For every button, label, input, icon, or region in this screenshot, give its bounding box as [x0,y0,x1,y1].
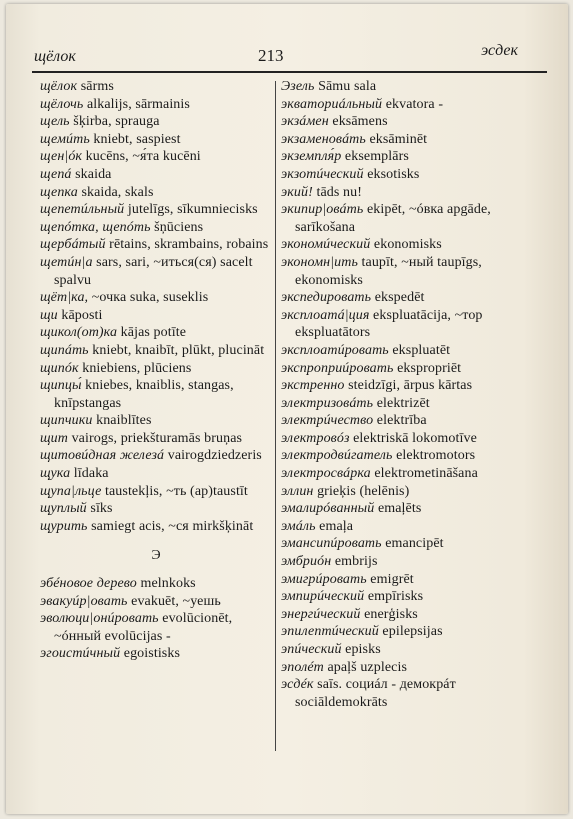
dictionary-entry [281,236,539,254]
entry-headword: щен|óк [40,149,83,165]
entry-headword: эмалирóванный [281,501,375,517]
entry-translation: kniebt, knaibīt, plūkt, plucināt [88,342,265,358]
entry-translation: empīrisks [364,589,424,605]
dictionary-entry [281,360,539,378]
dictionary-entry [40,360,272,378]
dictionary-entry [281,395,539,413]
dictionary-entry [281,659,539,677]
dictionary-entry [281,342,539,360]
dictionary-entry [40,96,272,114]
entry-headword: щука [40,466,71,482]
entry-translation: melnkoks [136,576,196,592]
entry-headword: эмáль [281,518,316,534]
entry-translation: tāds nu! [312,184,363,200]
entry-headword: электрúчество [281,413,374,429]
entry-translation: vairogdziedzeris [164,448,262,464]
entry-translation: egoistisks [120,646,180,662]
entry-translation: elektrometināšana [370,466,478,482]
dictionary-entry [40,610,272,645]
entry-translation: elektrība [373,413,427,429]
entry-headword: щипчики [40,413,93,429]
dictionary-entry [281,483,539,501]
entry-translation: rētains, skrambains, robains [105,237,269,253]
entry-headword: щепка [40,184,78,200]
dictionary-entry [281,201,539,236]
dictionary-entry [40,236,272,254]
dictionary-entry [40,412,272,430]
entry-headword: электровóз [281,430,350,446]
entry-headword: эмпирúческий [281,589,365,605]
dictionary-entry [281,96,539,114]
entry-headword: эгоистúчный [40,646,121,662]
entry-headword: эпúческий [281,642,342,657]
dictionary-entry [281,571,539,589]
entry-headword: эксплоатúровать [281,342,389,358]
left-column [40,78,272,663]
dictionary-entry [281,166,539,184]
entry-headword: экзáмен [281,114,329,130]
dictionary-entry [40,593,272,611]
dictionary-entry [281,430,539,448]
entry-translation: taupīt, ~ный taupīgs, ekonomisks [295,254,482,288]
entry-translation: kāposti [57,307,103,323]
entry-headword: щупа|льце [40,483,102,499]
dictionary-entry [40,201,272,219]
entry-headword: эполéт [281,659,324,675]
entry-translation: evakuēt, ~уешь [127,593,221,609]
entry-translation: epilepsijas [378,624,443,640]
entry-headword: экваториáльный [281,96,383,112]
dictionary-entry [40,219,272,237]
dictionary-entry [40,289,272,307]
entry-headword: щикол(от)ка [40,325,118,341]
entry-headword: щепá [40,166,72,182]
dictionary-entry [281,184,539,202]
entry-headword: электризовáть [281,395,374,411]
entry-headword: щитовúдная железá [40,448,165,464]
dictionary-entry [281,588,539,606]
left-entries-after-letter [40,575,272,663]
entry-translation: ekonomisks [370,237,442,253]
entry-headword: экономн|ить [281,254,358,270]
entry-translation: taustekļis, ~ть (ap)taustīt [101,483,248,499]
entry-translation: sārms [77,79,114,94]
entry-translation: embrijs [331,554,378,570]
dictionary-entry [281,606,539,624]
entry-translation: knaiblītes [92,413,152,429]
entry-headword: экспедировать [281,290,372,306]
dictionary-entry [40,575,272,593]
entry-translation: eksemplārs [341,149,409,165]
dictionary-entry [281,148,539,166]
dictionary-entry [281,465,539,483]
entry-headword: эсдéк [281,677,314,693]
entry-headword: энергúческий [281,606,361,622]
dictionary-entry [40,113,272,131]
entry-headword: щепетúльный [40,202,125,218]
entry-translation: ekipēt, ~óвка apgāde, sarīkošana [295,202,491,235]
entry-translation: ekvatora - [382,96,444,112]
right-entries [281,78,539,711]
entry-headword: щурить [40,518,88,534]
entry-headword: щит [40,430,68,446]
page-number: 213 [258,46,284,65]
entry-translation: šķirba, sprauga [69,114,160,130]
entry-headword: эмансипúровать [281,536,382,552]
entry-headword: экземпля́р [281,149,342,165]
dictionary-entry [281,518,539,536]
entry-headword: щёт|ка, [40,290,89,306]
header-left-word: щёлок [34,48,76,65]
entry-translation: grieķis (helēnis) [313,483,410,499]
entry-translation: saīs. социáл - демокрáт sociāldemokrāts [295,677,456,710]
entry-headword: экстренно [281,378,345,394]
header-right-word: эсдек [481,42,518,59]
dictionary-entry [40,377,272,412]
entry-translation: elektrizēt [373,395,430,411]
dictionary-entry [40,447,272,465]
dictionary-entry [40,465,272,483]
entry-translation: sīks [86,501,113,517]
entry-translation: kājas potīte [117,325,187,341]
entry-headword: щетúн|а [40,254,93,270]
entry-translation: skaida [71,166,112,182]
column-divider [275,81,276,751]
dictionary-entry [281,553,539,571]
entry-translation: eksotisks [363,166,420,182]
entry-headword: экий! [281,184,313,200]
dictionary-entry [281,500,539,518]
entry-headword: щипцы́ [40,378,82,394]
dictionary-entry [40,254,272,289]
entry-translation: emigrēt [366,571,414,587]
entry-translation: skaida, skals [77,184,154,200]
entry-translation: ~очка suka, suseklis [88,290,209,306]
dictionary-entry [40,500,272,518]
dictionary-entry [40,131,272,149]
entry-translation: kniebes, knaiblis, stangas, knīpstangas [54,378,234,411]
entry-headword: Эзель [281,79,315,94]
entry-headword: щипáть [40,342,89,358]
entry-headword: щемúть [40,131,90,147]
dictionary-entry [281,307,539,342]
entry-headword: экономúческий [281,237,371,253]
entry-translation: elektriskā lokomotīve [349,430,477,446]
entry-translation: samiegt acis, ~ся mirkšķināt [87,518,254,534]
dictionary-entry [40,342,272,360]
entry-translation: eksāminēt [365,131,428,147]
dictionary-entry [40,148,272,166]
entry-translation: ekspedēt [371,290,425,306]
entry-translation: ekspropriēt [393,360,462,376]
dictionary-entry [281,535,539,553]
dictionary-entry [281,289,539,307]
dictionary-entry [40,430,272,448]
entry-headword: эвакуúр|овать [40,593,128,609]
entry-headword: щербáтый [40,237,106,253]
dictionary-entry [40,483,272,501]
entry-translation: līdaka [70,466,109,482]
dictionary-entry [40,307,272,325]
entry-translation: emaļēts [374,501,422,517]
entry-translation: Sāmu sala [314,79,377,94]
entry-translation: ekspluatācija, ~тор ekspluatātors [295,307,483,341]
entry-translation: steidzīgi, ārpus kārtas [344,378,473,394]
entry-translation: episks [341,642,381,657]
right-column [281,78,539,711]
entry-headword: эбéновое дерево [40,576,137,592]
entry-translation: kniebt, saspiest [89,131,181,147]
dictionary-entry [40,78,272,96]
entry-headword: эпилептúческий [281,624,379,640]
entry-headword: эволюци|онúровать [40,611,159,627]
entry-translation: apaļš uzplecis [323,659,407,675]
dictionary-entry [40,184,272,202]
entry-headword: экипир|овáть [281,202,364,218]
entry-translation: eksāmens [328,114,388,130]
header-rule [32,71,547,73]
entry-headword: щипóк [40,360,79,376]
entry-translation: kucēns, ~я́та kucēni [82,149,201,165]
entry-translation: kniebiens, plūciens [78,360,192,376]
entry-translation: šņūciens [150,219,204,235]
entry-headword: экзотúческий [281,166,364,182]
entry-translation: vairogs, priekšturamās bruņas [67,430,243,446]
dictionary-entry [40,518,272,536]
dictionary-entry [281,78,539,96]
dictionary-entry [281,412,539,430]
entry-headword: щель [40,114,70,130]
dictionary-entry [281,131,539,149]
left-entries [40,78,272,535]
entry-translation: alkalijs, sārmainis [83,96,190,112]
dictionary-entry [40,166,272,184]
dictionary-entry [40,324,272,342]
dictionary-page [6,4,568,814]
entry-translation: elektromotors [392,448,476,464]
entry-translation: emancipēt [381,536,444,552]
entry-headword: щуплый [40,501,87,517]
entry-translation: jutelīgs, sīkumniecisks [124,202,258,218]
entry-headword: экзаменовáть [281,131,366,147]
entry-translation: sars, sari, ~иться(ся) sacelt spalvu [54,254,253,288]
entry-headword: электросвáрка [281,466,371,482]
dictionary-entry [281,676,539,711]
entry-translation: evolūcionēt, ~óнный evolūcijas - [54,611,233,644]
entry-translation: enerģisks [360,606,418,622]
dictionary-entry [281,641,539,659]
section-letter: Э [151,548,161,564]
dictionary-entry [281,447,539,465]
entry-headword: щёлочь [40,96,84,112]
entry-headword: эмигрúровать [281,571,367,587]
entry-headword: щи [40,307,58,323]
entry-translation: ekspluatēt [388,342,451,358]
dictionary-entry [281,113,539,131]
entry-translation: emaļa [315,518,354,534]
dictionary-entry [40,645,272,663]
entry-headword: эллин [281,483,314,499]
entry-headword: щёлок [40,79,78,94]
entry-headword: эмбриóн [281,554,332,570]
entry-headword: щепóтка, щепóть [40,219,151,235]
dictionary-entry [281,254,539,289]
entry-headword: электродвúгатель [281,448,393,464]
dictionary-entry [281,623,539,641]
entry-headword: эксплоатá|ция [281,307,370,323]
entry-headword: экспроприúровать [281,360,394,376]
dictionary-entry [281,377,539,395]
